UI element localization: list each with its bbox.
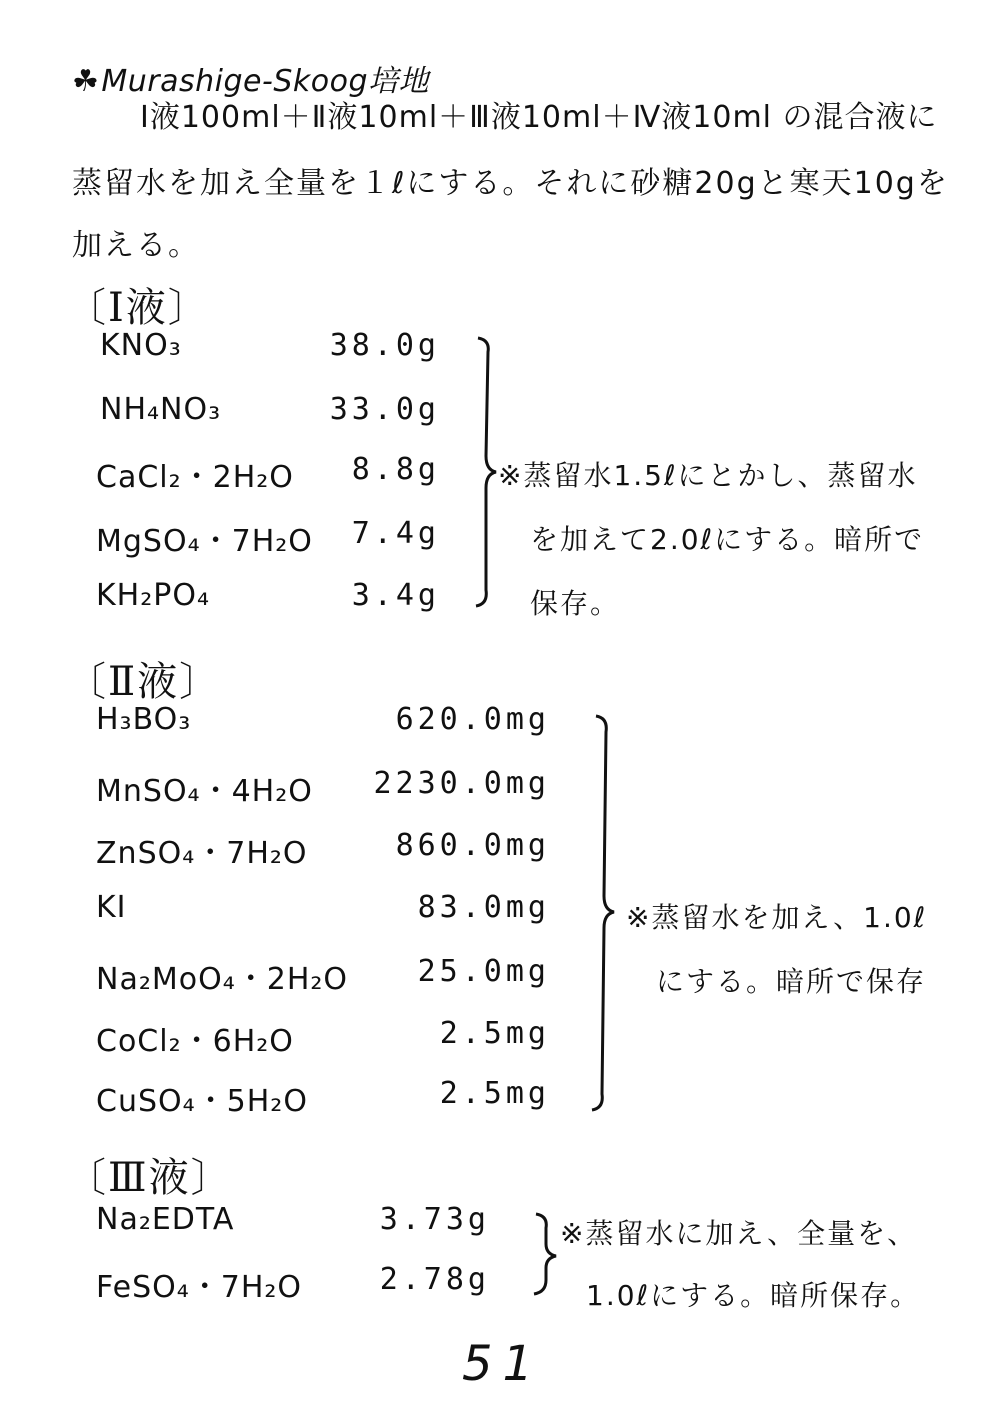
section-1-amount: 3.4g	[351, 578, 440, 613]
section-2-amount: 620.0mg	[395, 702, 550, 737]
section-1-reagent: KH₂PO₄	[96, 578, 210, 613]
section-2-amount: 25.0mg	[417, 954, 550, 989]
section-3-note-line: 1.0ℓにする。暗所保存。	[586, 1279, 921, 1312]
intro-line-1: Ⅰ液100ml＋Ⅱ液10ml＋Ⅲ液10ml＋Ⅳ液10ml の混合液に	[140, 100, 938, 135]
section-1-note-line: を加えて2.0ℓにする。暗所で	[530, 523, 925, 556]
section-3-amount: 3.73g	[379, 1202, 490, 1237]
section-2-reagent: Na₂MoO₄・2H₂O	[96, 962, 349, 997]
section-2-reagent: CoCl₂・6H₂O	[96, 1024, 294, 1059]
section-1-amount: 8.8g	[351, 452, 440, 487]
section-2-amount: 860.0mg	[395, 828, 550, 863]
section-2-amount: 2230.0mg	[373, 766, 550, 801]
section-2-amount: 2.5mg	[439, 1076, 550, 1111]
section-2-reagent: KI	[96, 890, 127, 925]
section-1-note-line: ※蒸留水1.5ℓにとかし、蒸留水	[498, 459, 918, 492]
page-number: 51	[462, 1336, 544, 1392]
section-1-reagent: MgSO₄・7H₂O	[96, 524, 313, 559]
section-1-amount: 7.4g	[351, 516, 440, 551]
section-2-amount: 83.0mg	[417, 890, 550, 925]
section-3-heading: 〔Ⅲ液〕	[66, 1155, 233, 1201]
section-1-brace	[476, 338, 496, 606]
section-2-note-line: ※蒸留水を加え、1.0ℓ	[626, 901, 928, 934]
section-2-amount: 2.5mg	[439, 1016, 550, 1051]
section-2-reagent: H₃BO₃	[96, 702, 192, 737]
intro-line-2: 蒸留水を加え全量を１ℓにする。それに砂糖20gと寒天10gを	[72, 166, 949, 201]
section-2-note-line: にする。暗所で保存	[656, 965, 927, 998]
title-mark-icon: ☘	[72, 64, 100, 99]
section-2-reagent: CuSO₄・5H₂O	[96, 1084, 308, 1119]
section-2-heading: 〔Ⅱ液〕	[66, 659, 222, 705]
section-3-reagent: FeSO₄・7H₂O	[96, 1270, 303, 1305]
section-1-reagent: CaCl₂・2H₂O	[96, 460, 294, 495]
title-text: Murashige-Skoog培地	[101, 64, 429, 99]
section-3-amount: 2.78g	[379, 1262, 490, 1297]
section-3-reagent: Na₂EDTA	[96, 1202, 235, 1237]
section-1-amount: 33.0g	[329, 392, 440, 427]
intro-line-3: 加える。	[72, 228, 200, 263]
section-1-note-line: 保存。	[530, 587, 621, 620]
section-3-brace	[534, 1214, 556, 1294]
section-1-amount: 38.0g	[329, 328, 440, 363]
section-1-heading: 〔Ⅰ液〕	[66, 285, 210, 331]
section-2-reagent: MnSO₄・4H₂O	[96, 774, 313, 809]
section-1-reagent: KNO₃	[100, 328, 182, 363]
section-2-brace	[592, 716, 614, 1110]
section-3-note-line: ※蒸留水に加え、全量を、	[560, 1217, 918, 1250]
section-1-reagent: NH₄NO₃	[100, 392, 222, 427]
section-2-reagent: ZnSO₄・7H₂O	[96, 836, 308, 871]
